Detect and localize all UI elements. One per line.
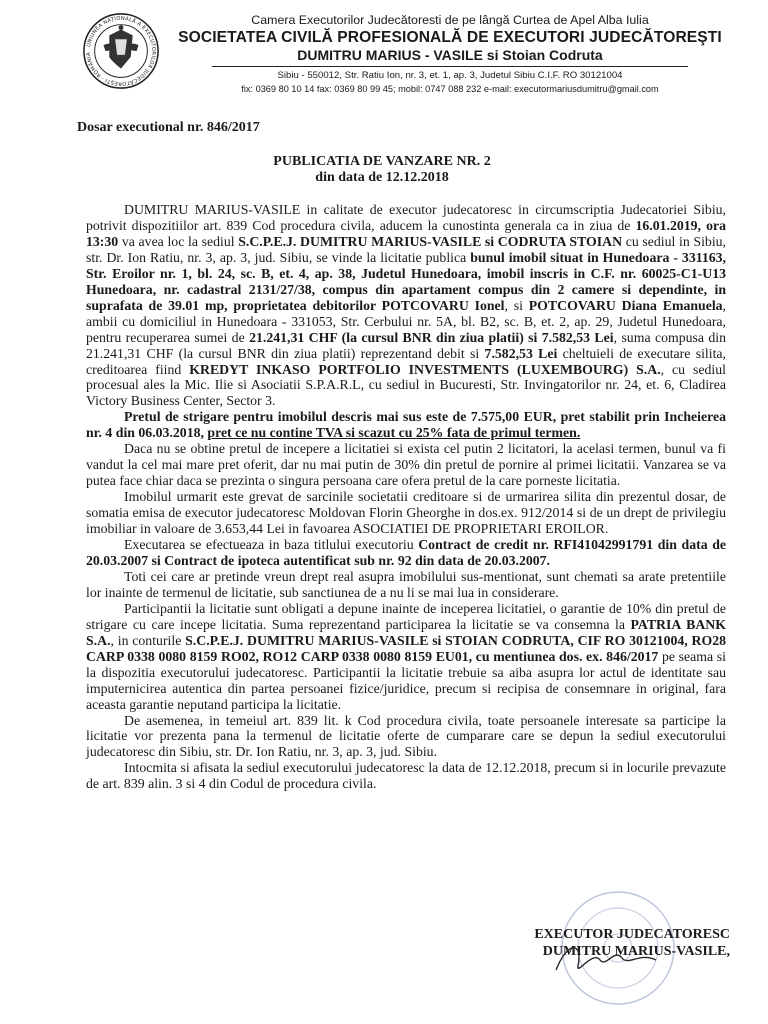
paragraph-claims: Toti cei care ar pretinde vreun drept real asupra imobilului sus-mentionat, sunt chemati sa arate pretentiile lor inainte de termenul de licitatie, sub sanctiunea de a nu li se mai lua in considerare.: [86, 568, 726, 600]
paragraph-guarantee: [86, 601, 726, 713]
text-span: cheltuieli de executare silita, creditoarea fiind: [86, 345, 726, 377]
header-chamber-name: Camera Executorilor Judecătoresti de pe lângă Curtea de Apel Alba Iulia: [251, 13, 649, 27]
chamber-seal-logo: [82, 12, 160, 90]
text-span: , si: [504, 297, 529, 313]
paragraph-enforcement-title: [86, 537, 726, 569]
notice-body: [86, 202, 726, 792]
debtor-name: POTCOVARU Diana Emanuela: [528, 297, 723, 313]
header-divider: [212, 66, 688, 67]
header-executor-names: DUMITRU MARIUS - VASILE si Stoian Codruta: [297, 47, 603, 63]
signature-name: DUMITRU MARIUS-VASILE,: [542, 944, 730, 959]
text-span: Executarea se efectueaza in baza titlului executoriu: [124, 537, 419, 553]
text-span: , in conturile: [110, 632, 186, 648]
signature-title: EXECUTOR JUDECATORESC: [534, 927, 730, 942]
paragraph-auction-rules: Daca nu se obtine pretul de incepere a licitatiei si exista cel putin 2 licitatori, la acelasi termen, bunul va fi vandut la cel mai mare pret oferit, dar nu mai putin de 30% din pretul de pornire al primei licitatii. Vanzarea se va putea face chiar daca se prezinta o singura persoana care ofera pretul de la care porneste licitatia.: [86, 441, 726, 489]
text-span: , suma compusa din 21.241,31 CHF (la cursul BNR din ziua platii) reprezentand debit si: [86, 329, 727, 361]
text-span: Participantii la licitatie sunt obligati a depune inainte de inceperea licitatiei, o garantie de 10% din pretul de strigare cu care incepe licitatia. Suma reprezentand participarea la licitatie se va consemna la: [86, 600, 726, 632]
paragraph-offers: De asemenea, in temeiul art. 839 lit. k Cod procedura civila, toate persoanele interesate sa participe la licitatie vor prezenta pana la termenul de licitatie oferte de cumparare care se depun la sediul executorului judecatoresc din Sibiu, str. Dr. Ion Ratiu, nr. 3, ap. 3, jud. Sibiu.: [86, 712, 726, 760]
notice-title-line2: din data de 12.12.2018: [315, 170, 449, 185]
text-span: , cu sediul procesual ales la Mic. Ilie si Asociatii S.P.A.R.L, cu sediul in Bucuresti, Str. Invingatorilor nr. 24, et. 6, Cladirea Victory Business Center, Sector 3.: [86, 361, 726, 409]
creditor-name: KREDYT INKASO PORTFOLIO INVESTMENTS (LUXEMBOURG) S.A.: [189, 361, 661, 377]
price-note: pret ce nu contine TVA si scazut cu 25% fata de primul termen.: [207, 425, 581, 441]
paragraph-posting: Intocmita si afisata la sediul executorului judecatoresc la data de 12.12.2018, precum si in locurile prevazute de art. 839 alin. 3 si 4 din Codul de procedura civila.: [86, 760, 726, 792]
header-address: Sibiu - 550012, Str. Ratiu Ion, nr. 3, et. 1, ap. 3, Judetul Sibiu C.I.F. RO 30121004: [277, 70, 623, 81]
executor-office-name: S.C.P.E.J. DUMITRU MARIUS-VASILE si CODRUTA STOIAN: [238, 233, 623, 249]
notice-title: [77, 154, 687, 186]
case-number: Dosar executional nr. 846/2017: [77, 120, 260, 135]
text-span: , ambii cu domiciliul in Hunedoara - 331053, Str. Cerbului nr. 5A, bl. B2, sc. B, et. 2, ap. 29, Judetul Hunedoara, pentru recuperarea sumei de: [86, 297, 726, 345]
bank-accounts: S.C.P.E.J. DUMITRU MARIUS-VASILE si STOIAN CODRUTA, CIF RO 30121004, RO28 CARP 0338 0080 8159 RO02, RO12 CARP 0338 0080 8159 EU01, cu mentiunea dos. ex. 846/2017: [86, 632, 726, 664]
paragraph-starting-price: [86, 409, 726, 441]
text-span: DUMITRU MARIUS-VASILE in calitate de executor judecatoresc in circumscriptia Judecatoriei Sibiu, potrivit dispozitiilor art. 839 Cod procedura civila, aducem la cunostinta generala ca in ziua de: [86, 202, 726, 233]
starting-price: Pretul de strigare pentru imobilul descris mai sus este de 7.575,00 EUR, pret stabilit prin Incheierea nr. 4 din 06.03.2018,: [86, 409, 726, 441]
text-span: pe seama si la dispozitia executorului judecatoresc. Participantii la licitatie trebuie sa aiba asupra lor actul de identitate sau imputernicirea autentica din partea persoanei fizice/juridice, precum si recipisa de consemnare in original, fara aceasta garantie neputand participa la licitatie.: [86, 648, 726, 712]
handwritten-signature: [548, 930, 668, 990]
debt-amount: 21.241,31 CHF (la cursul BNR din ziua platii) si 7.582,53 Lei: [249, 329, 614, 345]
costs-amount: 7.582,53 Lei: [484, 345, 558, 361]
svg-text:UNIUNEA NAŢIONALĂ A EXECUTORIL: UNIUNEA NAŢIONALĂ A EXECUTORILOR JUDECĂTOREŞTI · ROMÂNIA: [85, 15, 157, 87]
auction-datetime: 16.01.2019, ora 13:30: [86, 217, 726, 249]
header-contact: fix: 0369 80 10 14 fax: 0369 80 99 45; mobil: 0747 088 232 e-mail: executormariusdumitru@gmail.com: [241, 84, 659, 94]
text-span: va avea loc la sediul: [118, 233, 239, 249]
header-firm-name: SOCIETATEA CIVILĂ PROFESIONALĂ DE EXECUTORI JUDECĂTOREŞTI: [178, 29, 722, 46]
bank-name: PATRIA BANK S.A.: [86, 616, 726, 648]
paragraph-intro: [86, 202, 726, 409]
property-description: bunul imobil situat in Hunedoara - 331163, Str. Eroilor nr. 1, bl. 24, sc. B, et. 4, ap. 38, Judetul Hunedoara, imobil inscris in C.F. nr. 60025-C1-U13 Hunedoara, nr. cadastral 2131/27/38, compus din apartament compus din 2 camere si dependinte, in suprafata de 39.01 mp, proprietatea debitorilor POTCOVARU Ionel: [86, 249, 727, 313]
enforcement-contracts: Contract de credit nr. RFI41042991791 din data de 20.03.2007 si Contract de ipoteca autentificat sub nr. 92 din data de 20.03.2007.: [86, 537, 727, 568]
paragraph-encumbrances: Imobilul urmarit este grevat de sarcinile societatii creditoare si de urmarirea silita din prezentul dosar, de somatia emisa de executor judecatoresc Moldovan Florin Gheorghe in dos.ex. 912/2014 si de un drept de privilegiu imobiliar in valoare de 3.653,44 Lei in favoarea ASOCIATIEI DE PROPRIETARI EROILOR.: [86, 489, 726, 537]
text-span: cu sediul in Sibiu, str. Dr. Ion Ratiu, nr. 3, ap. 3, jud. Sibiu, se vinde la licitatie publica: [86, 233, 727, 265]
notice-title-line1: PUBLICATIA DE VANZARE NR. 2: [273, 154, 491, 169]
